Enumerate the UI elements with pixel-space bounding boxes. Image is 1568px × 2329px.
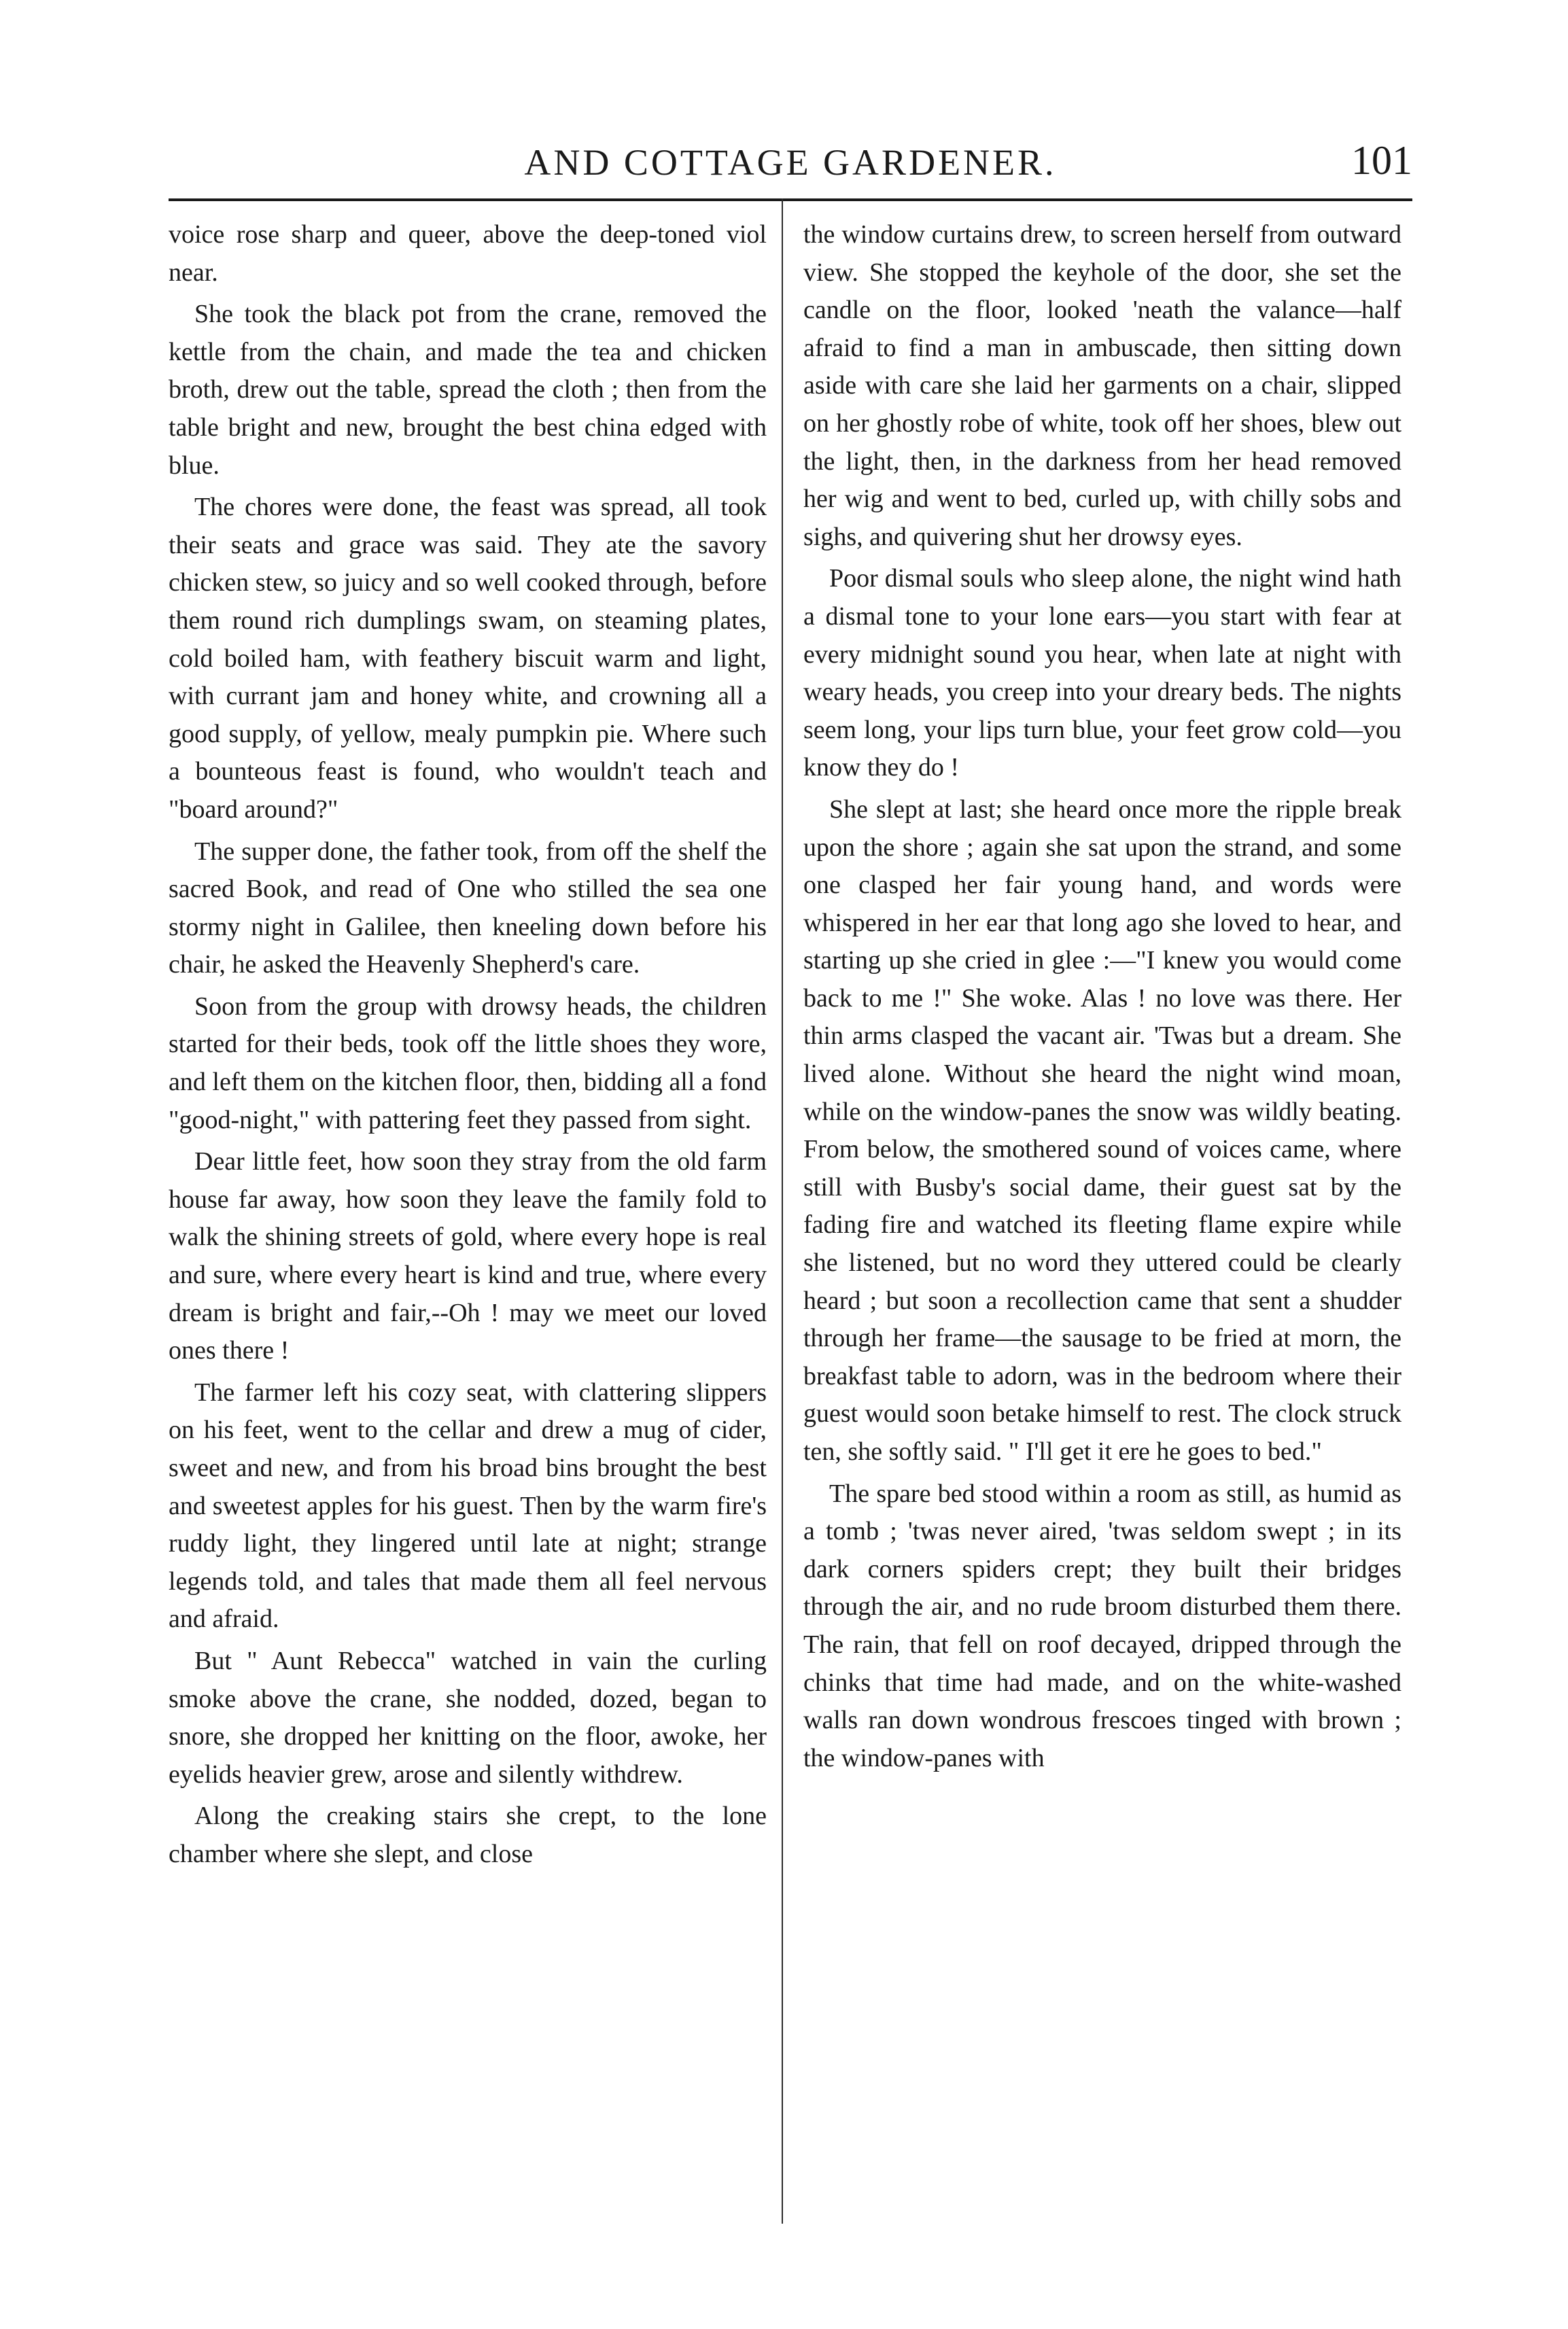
- paragraph: The farmer left his cozy seat, with clattering slippers on his feet, went to the cellar and drew a mug of cider, sweet and new, and from his broad bins brought the best and sweetest apples for his guest. Then by the warm fire's ruddy light, they lingered until late at night; strange legends told, and tales that made them all feel nervous and afraid.: [169, 1378, 767, 1634]
- paragraph: The supper done, the father took, from off the shelf the sacred Book, and read of One who stilled the sea one stormy night in Galilee, then kneeling down before his chair, he asked the Heavenly Shepherd's care.: [169, 837, 767, 979]
- paragraph: She took the black pot from the crane, removed the kettle from the chain, and made the tea and chicken broth, drew out the table, spread the cloth ; then from the table bright and new, brought the best china edged with blue.: [169, 300, 767, 480]
- page-header: [169, 128, 1412, 196]
- left-column: [169, 216, 767, 2228]
- paragraph: the window curtains drew, to screen herself from outward view. She stopped the keyhole of the door, she set the candle on the floor, looked 'neath the valance—half afraid to find a man in ambuscade, then sitting down aside with care she laid her garments on a chair, slipped on her ghostly robe of white, took off her shoes, blew out the light, then, in the darkness from her head removed her wig and went to bed, curled up, with chilly sobs and sighs, and quivering shut her drowsy eyes.: [803, 220, 1401, 551]
- paragraph: But " Aunt Rebecca" watched in vain the curling smoke above the crane, she nodded, dozed, began to snore, she dropped her knitting on the floor, awoke, her eyelids heavier grew, arose and silently withdrew.: [169, 1646, 767, 1789]
- right-column: [803, 216, 1401, 2228]
- paragraph: voice rose sharp and queer, above the deep-toned viol near.: [169, 220, 767, 287]
- paragraph: Poor dismal souls who sleep alone, the night wind hath a dismal tone to your lone ears—you start with fear at every midnight sound you hear, when late at night with weary heads, you creep into your dreary beds. The nights seem long, your lips turn blue, your feet grow cold—you know they do !: [803, 564, 1401, 782]
- paragraph: Dear little feet, how soon they stray from the old farm house far away, how soon they leave the family fold to walk the shining streets of gold, where every hope is real and sure, where every heart is kind and true, where every dream is bright and fair,--Oh ! may we meet our loved ones there !: [169, 1147, 767, 1365]
- header-rule: [169, 198, 1412, 201]
- paragraph: Soon from the group with drowsy heads, the children started for their beds, took off the little shoes they wore, and left them on the kitchen floor, then, bidding all a fond "good-night," with pattering feet they passed from sight.: [169, 992, 767, 1134]
- running-title: AND COTTAGE GARDENER.: [524, 142, 1057, 183]
- paragraph: The spare bed stood within a room as still, as humid as a tomb ; 'twas never aired, 'twas seldom swept ; in its dark corners spiders crept; they built their bridges through the air, and no rude broom disturbed them there. The rain, that fell on roof decayed, dripped through the chinks that time had made, and on the white-washed walls ran down wondrous frescoes tinged with brown ; the window-panes with: [803, 1479, 1401, 1772]
- page-number: 101: [1351, 138, 1412, 183]
- paragraph: Along the creaking stairs she crept, to the lone chamber where she slept, and close: [169, 1802, 767, 1868]
- paragraph: She slept at last; she heard once more the ripple break upon the shore ; again she sat upon the strand, and some one clasped her fair young hand, and words were whispered in her ear that long ago she loved to hear, and starting up she cried in glee :—"I knew you would come back to me !" She woke. Alas ! no love was there. Her thin arms clasped the vacant air. 'Twas but a dream. She lived alone. Without she heard the night wind moan, while on the window-panes the snow was wildly beating. From below, the smothered sound of voices came, where still with Busby's social dame, their guest sat by the fading fire and watched its fleeting flame expire while she listened, but no word they uttered could be clearly heard ; but soon a recollection came that sent a shudder through her frame—the sausage to be fried at morn, the breakfast table to adorn, was in the bedroom where their guest would soon betake himself to rest. The clock struck ten, she softly said. " I'll get it ere he goes to bed.": [803, 794, 1401, 1466]
- paragraph: The chores were done, the feast was spread, all took their seats and grace was said. They ate the savory chicken stew, so juicy and so well cooked through, before them round rich dumplings swam, on steaming plates, cold boiled ham, with feathery biscuit warm and light, with currant jam and honey white, and crowning all a good supply, of yellow, mealy pumpkin pie. Where such a bounteous feast is found, who wouldn't teach and "board around?": [169, 493, 767, 824]
- column-divider: [782, 198, 783, 2224]
